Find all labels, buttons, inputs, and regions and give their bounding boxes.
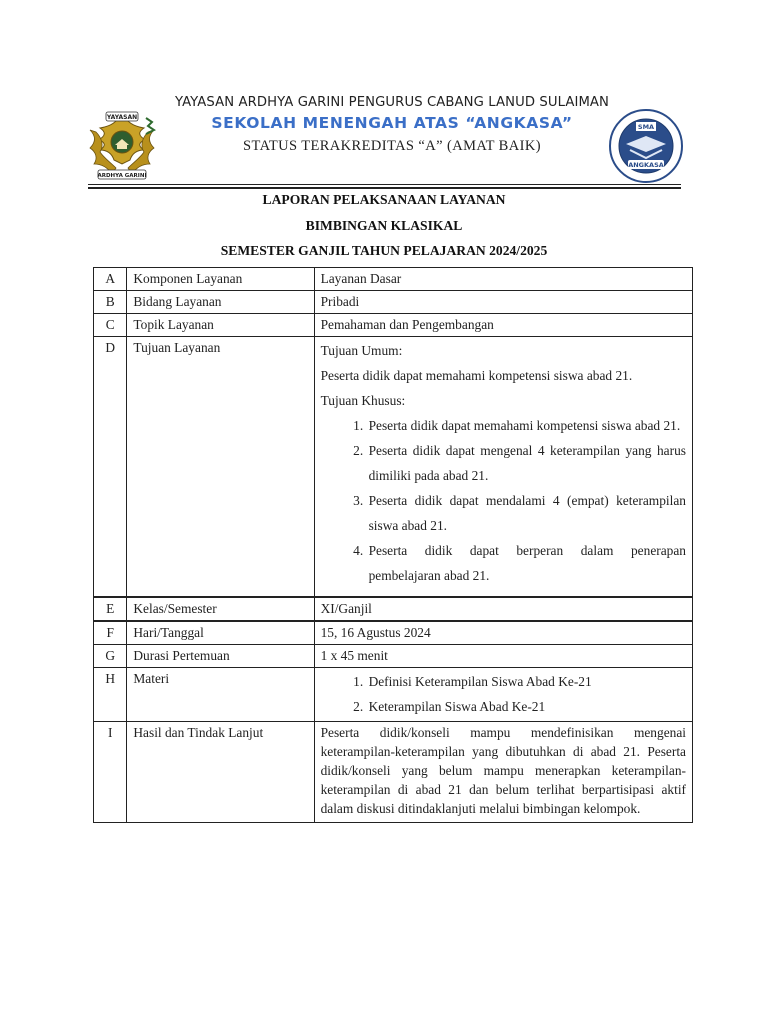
table-row [94,597,693,621]
header-divider-thin [88,184,681,185]
list-item: 4. Peserta didik dapat berperan dalam penerapan pembelajaran abad 21. [367,538,686,588]
header-divider-thick [88,187,681,189]
general-objective-heading: Tujuan Umum: [320,343,403,358]
general-objective-text: Peserta didik dapat memahami kompetensi siswa abad 21. [320,368,633,383]
report-subtitle: BIMBINGAN KLASIKAL [305,218,463,233]
row-value: Pemahaman dan Pengembangan [314,314,692,337]
list-item: 1. Peserta didik dapat memahami kompetensi siswa abad 21. [367,413,686,438]
row-label: Topik Layanan [127,314,314,337]
row-label: Tujuan Layanan [127,337,314,598]
foundation-name: YAYASAN ARDHYA GARINI PENGURUS CABANG LANUD SULAIMAN [174,95,610,110]
table-row [94,645,693,668]
row-label: Kelas/Semester [127,597,314,621]
list-item: 2. Peserta didik dapat mengenal 4 keterampilan yang harus dimiliki pada abad 21. [367,438,686,488]
logo-left-bottom-text: ARDHYA GARINI [97,173,147,179]
row-label: Hasil dan Tindak Lanjut [127,722,314,823]
row-label: Komponen Layanan [127,268,314,291]
row-code: B [94,291,127,314]
row-value: 15, 16 Agustus 2024 [314,621,692,645]
table-row [94,668,693,722]
school-name: SEKOLAH MENENGAH ATAS “ANGKASA” [211,114,573,132]
table-row [94,314,693,337]
row-value: XI/Ganjil [314,597,692,621]
row-value: Layanan Dasar [314,268,692,291]
row-label: Hari/Tanggal [127,621,314,645]
logo-right-top-text: SMA [637,123,655,131]
report-title: LAPORAN PELAKSANAAN LAYANAN [262,192,506,207]
logo-right-center-text: ANGKASA [628,161,664,169]
objectives-cell [314,337,692,598]
row-code: G [94,645,127,668]
report-table [93,267,693,823]
table-row [94,268,693,291]
materials-list [321,669,686,719]
row-code: I [94,722,127,823]
specific-objective-heading: Tujuan Khusus: [320,393,406,408]
row-code: H [94,668,127,722]
row-label: Bidang Layanan [127,291,314,314]
list-item: 3. Peserta didik dapat mendalami 4 (empat) keterampilan siswa abad 21. [367,488,686,538]
row-label: Materi [127,668,314,722]
table-row [94,621,693,645]
row-code: C [94,314,127,337]
list-item: 1. Definisi Keterampilan Siswa Abad Ke-21 [367,669,686,694]
table-row [94,337,693,598]
row-code: A [94,268,127,291]
row-value: Peserta didik/konseli mampu mendefinisikan mengenai keterampilan-keterampilan yang dibutuhkan di abad 21. Peserta didik/konseli yang belum mampu menerapkan keterampilan-keterampilan di abad 21 dan belum terlihat berpartisipasi aktif dalam diskusi ditindaklanjuti melalui bimbingan kelompok. [314,722,692,823]
row-value: 1 x 45 menit [314,645,692,668]
report-semester: SEMESTER GANJIL TAHUN PELAJARAN 2024/2025 [220,243,548,258]
logo-left-top-text: YAYASAN [106,114,138,121]
specific-objectives-list [321,413,686,588]
table-row [94,722,693,823]
row-code: E [94,597,127,621]
row-value: Pribadi [314,291,692,314]
row-code: F [94,621,127,645]
table-row [94,291,693,314]
list-item: 2. Keterampilan Siswa Abad Ke-21 [367,694,686,719]
materials-cell [314,668,692,722]
row-code: D [94,337,127,598]
accreditation-status: STATUS TERAKREDITAS “A” (AMAT BAIK) [243,138,541,154]
row-label: Durasi Pertemuan [127,645,314,668]
